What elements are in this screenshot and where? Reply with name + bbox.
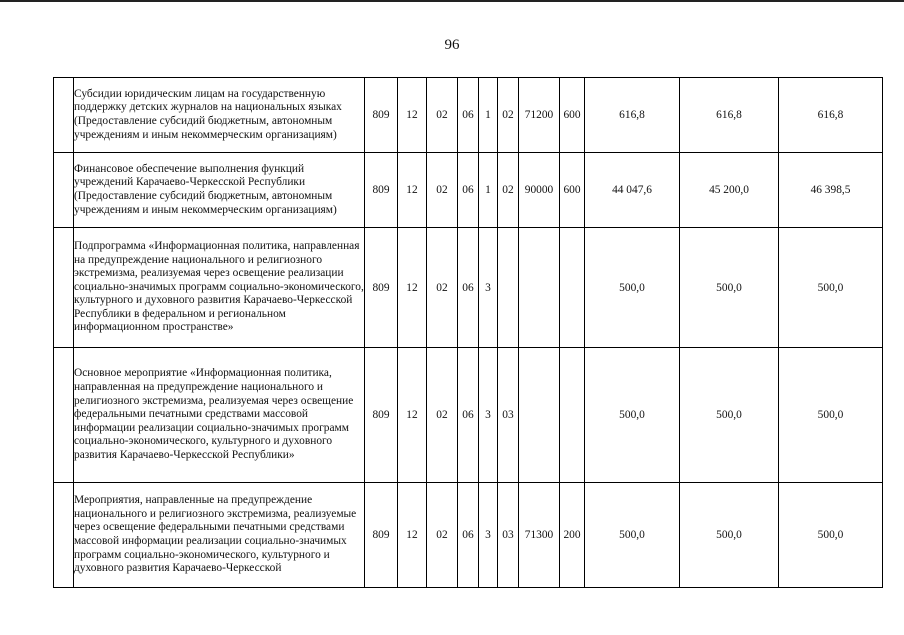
main-event-code-cell: 02: [498, 78, 519, 153]
main-event-code-cell: 03: [498, 348, 519, 483]
subsection-code-cell: 02: [427, 348, 458, 483]
direction-code-cell: 71200: [519, 78, 560, 153]
program-code-cell: 06: [458, 348, 479, 483]
grbs-code-cell: 809: [365, 228, 398, 348]
subsection-code-cell: 02: [427, 483, 458, 588]
page-number: 96: [444, 37, 460, 53]
subprogram-code-cell: 3: [479, 228, 498, 348]
row-marker-cell: [54, 348, 74, 483]
direction-code-cell: [519, 348, 560, 483]
expense-type-cell: [560, 228, 585, 348]
top-border-line: [0, 0, 904, 2]
grbs-code-cell: 809: [365, 78, 398, 153]
description-cell: Мероприятия, направленные на предупреждение национального и религиозного экстремизма, реализуемые через освещение федеральными печатными средствами массовой информации реализации социально-значимых программ социально-экономического, культурного и духовного развития Карачаево-Черкесской: [74, 483, 365, 588]
direction-code-cell: 71300: [519, 483, 560, 588]
budget-table: [53, 77, 883, 588]
table-row: [54, 483, 883, 588]
subprogram-code-cell: 1: [479, 153, 498, 228]
amount-year1-cell: 44 047,6: [585, 153, 680, 228]
grbs-code-cell: 809: [365, 483, 398, 588]
table-row: [54, 228, 883, 348]
main-event-code-cell: 02: [498, 153, 519, 228]
amount-year3-cell: 500,0: [779, 228, 883, 348]
amount-year2-cell: 500,0: [680, 483, 779, 588]
description-cell: Субсидии юридическим лицам на государственную поддержку детских журналов на национальных языках (Предоставление субсидий бюджетным, автономным учреждениям и иным некоммерческим организациям): [74, 78, 365, 153]
grbs-code-cell: 809: [365, 153, 398, 228]
section-code-cell: 12: [398, 153, 427, 228]
direction-code-cell: [519, 228, 560, 348]
subprogram-code-cell: 1: [479, 78, 498, 153]
row-marker-cell: [54, 78, 74, 153]
row-marker-cell: [54, 483, 74, 588]
expense-type-cell: 200: [560, 483, 585, 588]
amount-year3-cell: 500,0: [779, 348, 883, 483]
section-code-cell: 12: [398, 78, 427, 153]
amount-year3-cell: 616,8: [779, 78, 883, 153]
grbs-code-cell: 809: [365, 348, 398, 483]
direction-code-cell: 90000: [519, 153, 560, 228]
subsection-code-cell: 02: [427, 153, 458, 228]
amount-year2-cell: 500,0: [680, 228, 779, 348]
section-code-cell: 12: [398, 483, 427, 588]
subprogram-code-cell: 3: [479, 348, 498, 483]
section-code-cell: 12: [398, 348, 427, 483]
main-event-code-cell: [498, 228, 519, 348]
amount-year2-cell: 616,8: [680, 78, 779, 153]
row-marker-cell: [54, 228, 74, 348]
amount-year2-cell: 500,0: [680, 348, 779, 483]
amount-year1-cell: 616,8: [585, 78, 680, 153]
amount-year2-cell: 45 200,0: [680, 153, 779, 228]
subsection-code-cell: 02: [427, 228, 458, 348]
subsection-code-cell: 02: [427, 78, 458, 153]
expense-type-cell: 600: [560, 78, 585, 153]
description-cell: Основное мероприятие «Информационная политика, направленная на предупреждение национального и религиозного экстремизма, реализуемая через освещение федеральными печатными средствами массовой информации реализации социально-значимых программ социально-экономического, культурного и духовного развития Карачаево-Черкесской Республики»: [74, 348, 365, 483]
amount-year1-cell: 500,0: [585, 348, 680, 483]
program-code-cell: 06: [458, 78, 479, 153]
expense-type-cell: 600: [560, 153, 585, 228]
main-event-code-cell: 03: [498, 483, 519, 588]
description-cell: Подпрограмма «Информационная политика, направленная на предупреждение национального и религиозного экстремизма, реализуемая через освещение реализации социально-значимых программ социально-экономического, культурного и духовного развития Карачаево-Черкесской Республики в федеральном и региональном информационном пространстве»: [74, 228, 365, 348]
table-row: [54, 348, 883, 483]
expense-type-cell: [560, 348, 585, 483]
description-cell: Финансовое обеспечение выполнения функций учреждений Карачаево-Черкесской Республики (Предоставление субсидий бюджетным, автономным учреждениям и иным некоммерческим организациям): [74, 153, 365, 228]
program-code-cell: 06: [458, 228, 479, 348]
program-code-cell: 06: [458, 153, 479, 228]
table-row: [54, 153, 883, 228]
section-code-cell: 12: [398, 228, 427, 348]
table-row: [54, 78, 883, 153]
amount-year1-cell: 500,0: [585, 228, 680, 348]
amount-year1-cell: 500,0: [585, 483, 680, 588]
amount-year3-cell: 500,0: [779, 483, 883, 588]
program-code-cell: 06: [458, 483, 479, 588]
subprogram-code-cell: 3: [479, 483, 498, 588]
row-marker-cell: [54, 153, 74, 228]
amount-year3-cell: 46 398,5: [779, 153, 883, 228]
